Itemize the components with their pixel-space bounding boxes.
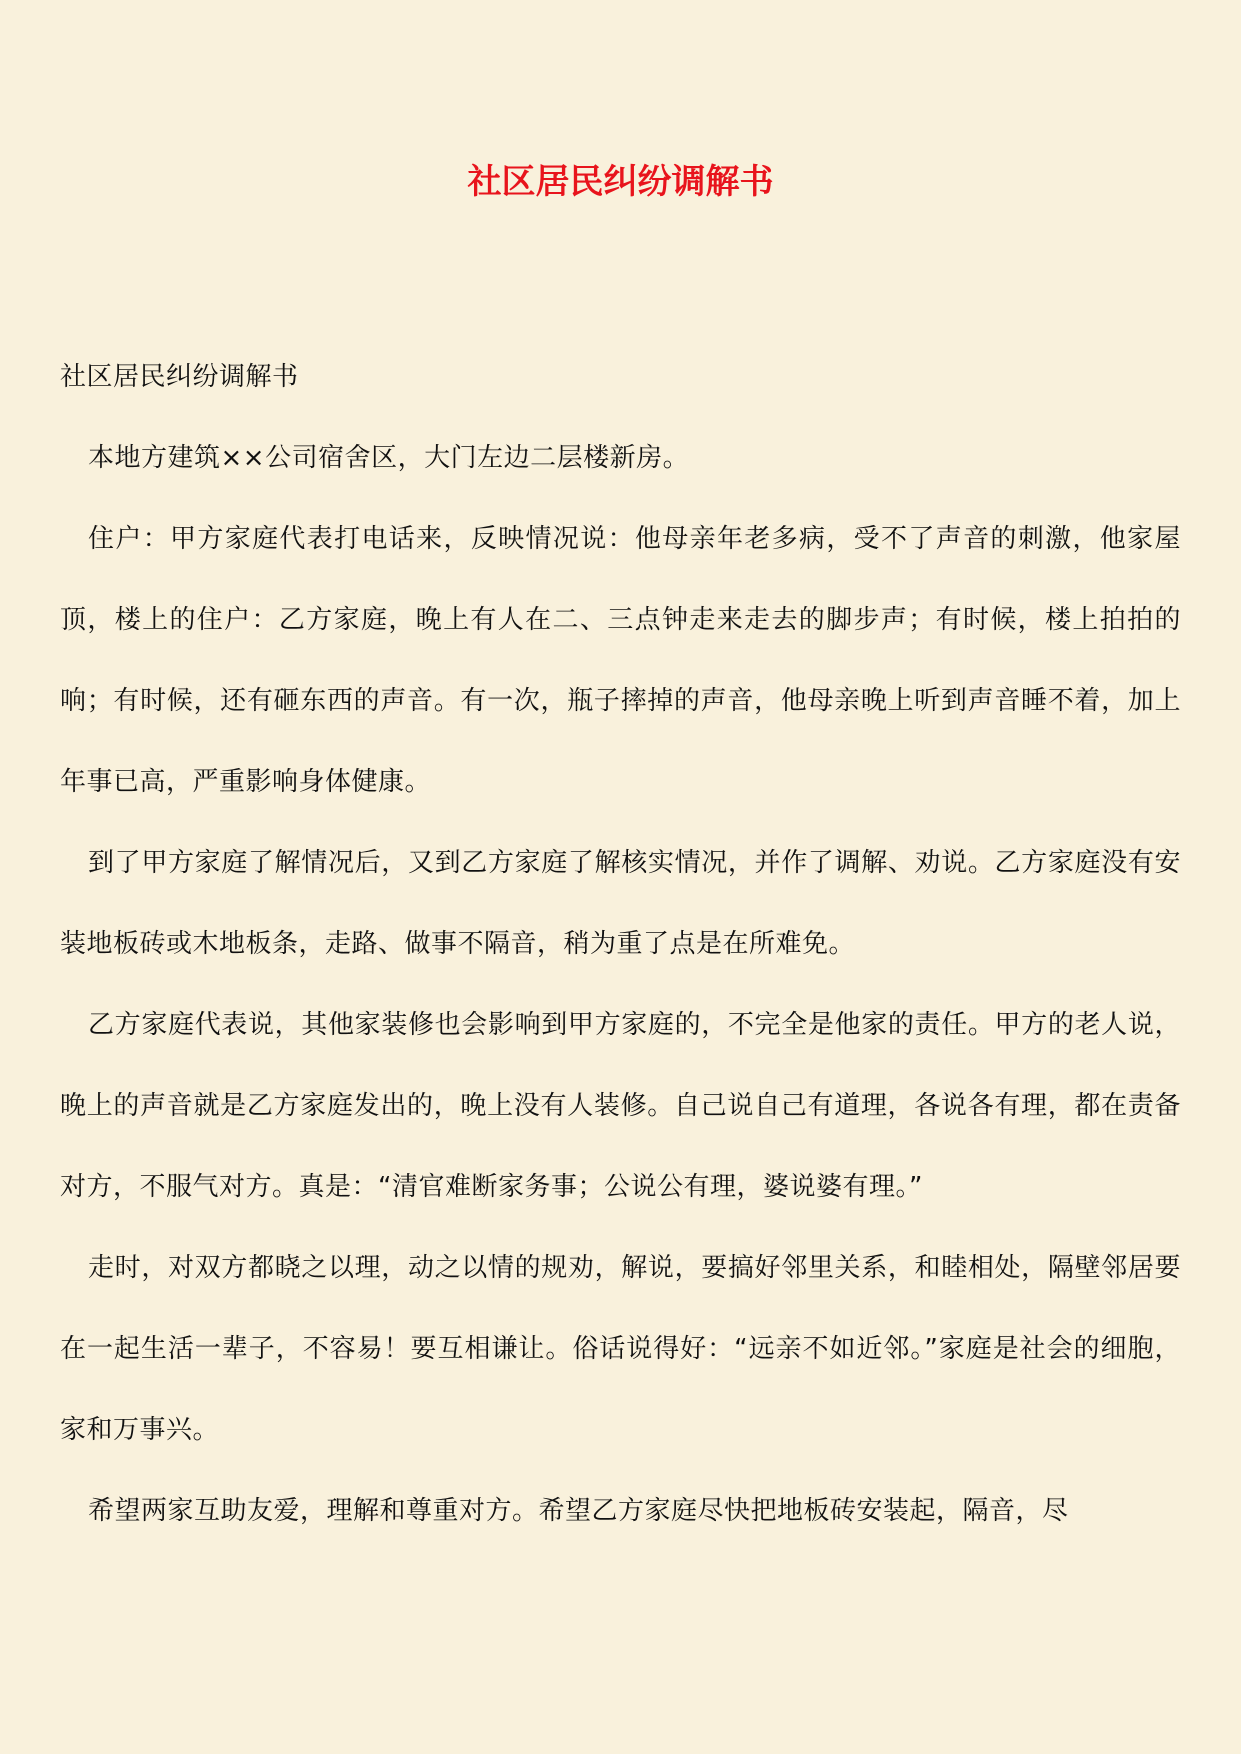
paragraph-mediation: 走时，对双方都晓之以理，动之以情的规劝，解说，要搞好邻里关系，和睦相处，隔壁邻居要在一起生活一辈子，不容易！要互相谦让。俗话说得好：“远亲不如近邻。”家庭是社会的细胞，家和万事兴。 <box>60 1253 1181 1445</box>
document-body <box>60 337 1181 1552</box>
paragraph-hope: 希望两家互助友爱，理解和尊重对方。希望乙方家庭尽快把地板砖安装起，隔音，尽 <box>88 1496 1069 1526</box>
paragraph-complaint: 住户：甲方家庭代表打电话来，反映情况说：他母亲年老多病，受不了声音的刺激，他家屋顶，楼上的住户：乙方家庭，晚上有人在二、三点钟走来走去的脚步声；有时候，楼上拍拍的响；有时候，还有砸东西的声音。有一次，瓶子摔掉的声音，他母亲晚上听到声音睡不着，加上年事已高，严重影响身体健康。 <box>60 524 1181 797</box>
paragraph-investigation: 到了甲方家庭了解情况后，又到乙方家庭了解核实情况，并作了调解、劝说。乙方家庭没有安装地板砖或木地板条，走路、做事不隔音，稍为重了点是在所难免。 <box>60 848 1181 959</box>
document-title: 社区居民纠纷调解书 <box>467 162 774 202</box>
paragraph-dispute: 乙方家庭代表说，其他家装修也会影响到甲方家庭的，不完全是他家的责任。甲方的老人说，晚上的声音就是乙方家庭发出的，晚上没有人装修。自己说自己有道理，各说各有理，都在责备对方，不服气对方。真是：“清官难断家务事；公说公有理，婆说婆有理。” <box>60 1010 1181 1202</box>
paragraph-location: 本地方建筑××公司宿舍区，大门左边二层楼新房。 <box>88 443 690 473</box>
body-heading: 社区居民纠纷调解书 <box>60 362 299 392</box>
